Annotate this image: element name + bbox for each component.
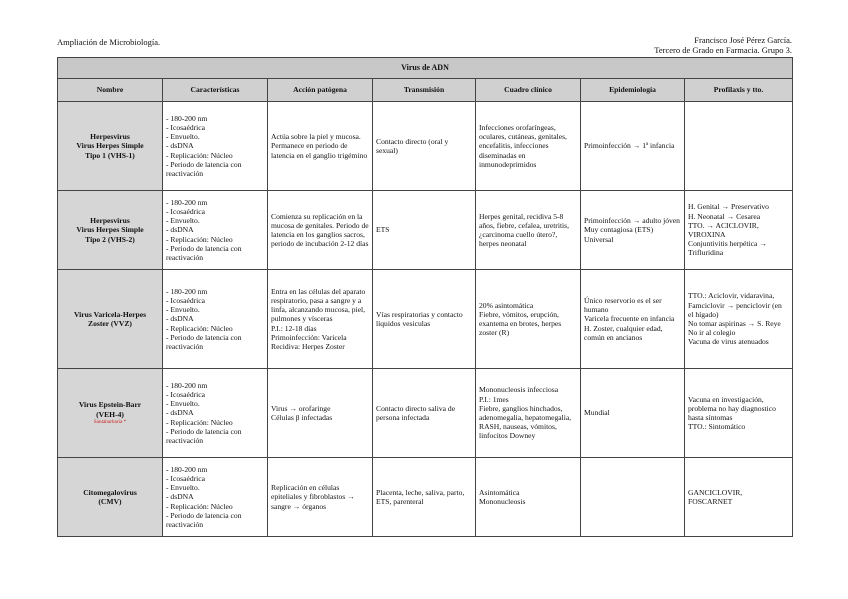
pathogenic-action-cell: [268, 369, 373, 458]
cell-line: - Icosaédrica: [166, 206, 205, 216]
cell-line: Entra en las células del aparato respiratorio, pasa a sangre y a linfa, alcanzando mucosa, piel, pulmones y vísceras: [271, 286, 366, 324]
characteristics-cell: [163, 369, 268, 458]
cell-line: - Replicación: Núcleo: [166, 234, 233, 244]
cell-line: Vías respiratorias y contacto líquidos vesiculas: [376, 309, 463, 328]
cell-line: ETS: [376, 225, 390, 235]
virus-name-line: (CMV): [98, 497, 122, 506]
cell-line: - Periodo de latencia con reactivación: [166, 426, 242, 445]
cell-line: Primoinfección → 1ª infancia: [584, 141, 675, 151]
cell-line: - 180-200 nm: [166, 380, 208, 390]
cell-line: - 180-200 nm: [166, 197, 208, 207]
cell-line: Conjuntivitis herpética → Trifluridina: [688, 239, 767, 258]
clinical-picture-cell: [476, 458, 581, 537]
cell-line: - dsDNA: [166, 492, 194, 502]
cell-line: - Icosaédrica: [166, 122, 205, 132]
virus-name-line: Herpesvirus: [90, 216, 130, 226]
cell-line: Asintomática: [479, 487, 520, 497]
cell-line: - Periodo de latencia con reactivación: [166, 510, 242, 529]
prophylaxis-cell: [685, 270, 793, 369]
cell-line: - Periodo de latencia con reactivación: [166, 332, 242, 351]
epidemiology-cell: [581, 270, 685, 369]
cell-line: Varicela frecuente en infancia: [584, 314, 675, 324]
cell-line: Fiebre, ganglios hinchados, adenomegalia, hepatomegalia, RASH, nauseas, vómitos, linfocitos Downey: [479, 403, 572, 441]
pathogenic-action-cell: [268, 102, 373, 191]
epidemiology-cell: [581, 458, 685, 537]
virus-name-cell: [58, 102, 163, 191]
cell-line: Mononucleosis: [479, 497, 526, 506]
cell-line: Replicación en células epiteliales y fibroblastos → sangre → órganos: [271, 483, 355, 511]
cell-line: - Icosaédrica: [166, 389, 205, 399]
column-header: Características: [163, 79, 268, 102]
cell-line: Recidiva: Herpes Zoster: [271, 342, 345, 351]
transmission-cell: [373, 191, 476, 270]
virus-name-line: Virus Epstein-Barr: [78, 400, 142, 410]
cell-line: - Replicación: Núcleo: [166, 417, 233, 427]
cell-line: GANCICLOVIR,: [688, 487, 743, 497]
clinical-picture-cell: [476, 191, 581, 270]
cell-line: Único reservorio es el ser humano: [584, 295, 662, 315]
characteristics-cell: [163, 191, 268, 270]
column-header: Transmisión: [373, 79, 476, 102]
virus-name-line: Zoster (VVZ): [88, 319, 132, 328]
cell-line: No tomar aspirinas → S. Reye: [688, 319, 781, 328]
cell-line: Contacto directo (oral y sexual): [376, 136, 449, 155]
cell-line: - 180-200 nm: [166, 286, 208, 296]
cell-line: P.I.: 1mes: [479, 394, 509, 404]
cell-line: TTO. → ACICLOVIR, VIROXINA: [688, 220, 759, 239]
cell-line: 20% asintomática: [479, 300, 534, 310]
cell-line: - Envuelto.: [166, 132, 200, 142]
cell-line: - dsDNA: [166, 314, 194, 324]
cell-line: Fiebre, vómitos, erupción, exantema en brotes, herpes zoster (R): [479, 309, 562, 338]
prophylaxis-cell: [685, 369, 793, 458]
virus-name-line: Virus Varicela-Herpes: [73, 309, 147, 319]
cell-line: TTO.: Aciclovir, vidaravina, Famciclovir → penciclovir (en el hígado): [688, 291, 782, 319]
pathogenic-action-cell: [268, 270, 373, 369]
table-row: [58, 191, 793, 270]
column-header: Cuadro clínico: [476, 79, 581, 102]
prophylaxis-cell: [685, 191, 793, 270]
cell-line: H. Zoster, cualquier edad, común en ancianos: [584, 323, 663, 342]
document-header-right: [654, 35, 792, 55]
transmission-cell: [373, 102, 476, 191]
cell-line: - Periodo de latencia con reactivación: [166, 159, 242, 178]
transmission-cell: [373, 458, 476, 537]
clinical-picture-cell: [476, 102, 581, 191]
cell-line: - 180-200 nm: [166, 113, 208, 123]
table-row: [58, 270, 793, 369]
virus-name-line: Citomegalovirus: [83, 487, 137, 497]
pathogenic-action-cell: [268, 191, 373, 270]
column-header: Profilaxis y tto.: [685, 79, 793, 102]
cell-line: Infecciones orofaríngeas, oculares, cutáneas, genitales, encefalitis, infecciones diseminadas en inmunodeprimidos: [479, 122, 567, 169]
author-line: Francisco José Pérez García.: [694, 35, 792, 45]
cell-line: - Envuelto.: [166, 305, 200, 315]
cell-line: Vacuna de virus atenuados: [688, 337, 769, 347]
cell-line: Placenta, leche, saliva, parto, ETS, parenteral: [376, 487, 465, 506]
characteristics-cell: [163, 458, 268, 537]
cell-line: Universal: [584, 234, 614, 244]
cell-line: - Icosaédrica: [166, 473, 205, 483]
characteristics-cell: [163, 270, 268, 369]
prophylaxis-cell: [685, 102, 793, 191]
virus-name-line: Herpesvirus: [90, 132, 130, 142]
cell-line: - Icosaédrica: [166, 295, 205, 305]
cell-line: Herpes genital, recidiva 5-8 años, fiebre, cefalea, uretritis, ¿carcinoma cuello útero?, herpes neonatal: [479, 211, 570, 249]
cell-line: TTO.: Sintomático: [688, 422, 746, 432]
column-header: Epidemiología: [581, 79, 685, 102]
epidemiology-cell: [581, 191, 685, 270]
epidemiology-cell: [581, 369, 685, 458]
cell-line: P.I.: 12-18 días: [271, 323, 317, 333]
cell-line: - Envuelto.: [166, 483, 200, 493]
virus-name-cell: [58, 458, 163, 537]
cell-line: Primoinfección → adulto jóven: [584, 216, 680, 226]
handwritten-note: Santabarbaria *: [93, 418, 127, 425]
cell-line: FOSCARNET: [688, 497, 733, 506]
virus-name-cell: [58, 369, 163, 458]
cell-line: H. Neonatal → Cesarea: [688, 211, 761, 221]
cell-line: - dsDNA: [166, 225, 194, 235]
cell-line: Virus → orofaringe: [271, 403, 331, 413]
clinical-picture-cell: [476, 369, 581, 458]
cell-line: Primoinfección: Varicela: [271, 332, 347, 342]
cell-line: - Periodo de latencia con reactivación: [166, 243, 242, 262]
cell-line: - Replicación: Núcleo: [166, 323, 233, 333]
cell-line: - Replicación: Núcleo: [166, 150, 233, 160]
characteristics-cell: [163, 102, 268, 191]
virus-name-line: Virus Herpes Simple: [76, 225, 144, 235]
virus-name-cell: [58, 270, 163, 369]
epidemiology-cell: [581, 102, 685, 191]
cell-line: Mononucleosis infecciosa: [479, 385, 559, 395]
transmission-cell: [373, 369, 476, 458]
column-header: Acción patógena: [268, 79, 373, 102]
cell-line: Vacuna en investigación, problema no hay diagnostico hasta síntomas: [688, 394, 776, 422]
cell-line: - Envuelto.: [166, 216, 200, 226]
virus-name-line: (VEH-4): [96, 409, 124, 419]
cell-line: No ir al colegio: [688, 328, 736, 338]
transmission-cell: [373, 270, 476, 369]
cell-line: - Envuelto.: [166, 399, 200, 409]
cell-line: Células β infectadas: [271, 413, 333, 422]
document-header-left: Ampliación de Microbiología.: [57, 37, 161, 47]
virus-name-line: Tipo 2 (VHS-2): [85, 234, 135, 244]
column-header: Nombre: [58, 79, 163, 102]
clinical-picture-cell: [476, 270, 581, 369]
cell-line: - 180-200 nm: [166, 464, 208, 474]
cell-line: Actúa sobre la piel y mucosa. Permanece en periodo de latencia en el ganglio trigémino: [271, 132, 368, 160]
table-title: Virus de ADN: [58, 58, 793, 79]
table-row: [58, 102, 793, 191]
table-row: [58, 369, 793, 458]
cell-line: H. Genital → Preservativo: [688, 202, 769, 212]
prophylaxis-cell: [685, 458, 793, 537]
cell-line: Muy contagiosa (ETS): [584, 225, 654, 235]
virus-table: [57, 57, 793, 537]
virus-name-line: Tipo 1 (VHS-1): [85, 150, 135, 160]
cell-line: Mundial: [584, 408, 610, 418]
table-row: [58, 458, 793, 537]
cell-line: - Replicación: Núcleo: [166, 501, 233, 511]
cell-line: Comienza su replicación en la mucosa de genitales. Periodo de latencia en los ganglios sacros, periodo de incubación 2-12 días: [271, 211, 369, 249]
table-body: [58, 102, 793, 537]
course-line: Tercero de Grado en Farmacia. Grupo 3.: [654, 45, 792, 55]
column-headers: [58, 79, 793, 102]
cell-line: Contacto directo saliva de persona infectada: [376, 403, 456, 422]
cell-line: - dsDNA: [166, 408, 194, 418]
virus-name-cell: [58, 191, 163, 270]
pathogenic-action-cell: [268, 458, 373, 537]
virus-name-line: Virus Herpes Simple: [76, 141, 144, 151]
cell-line: - dsDNA: [166, 141, 194, 151]
